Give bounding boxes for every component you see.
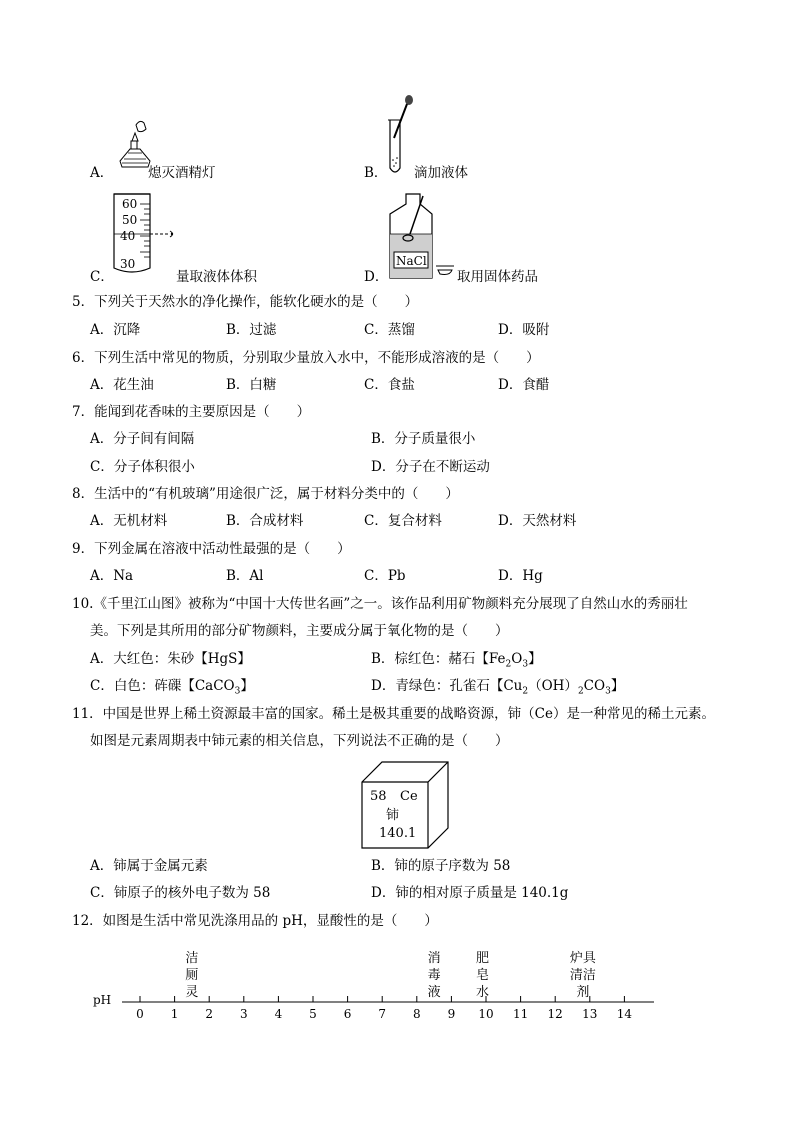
q5-option-b[interactable]: B．过滤: [226, 322, 277, 338]
q9-option-c[interactable]: C．Pb: [364, 568, 406, 584]
q10-a-text: A．大红色：朱砂【HgS】: [90, 651, 251, 667]
q11-option-b[interactable]: B．铈的原子序数为 58: [371, 858, 511, 874]
ph-tick-label: 5: [309, 1007, 317, 1021]
ph-scale-chart: [0, 935, 700, 1035]
q10-c-bracket: 】: [240, 678, 254, 694]
ph-axis-label: pH: [93, 993, 112, 1007]
q4-b-text: 滴加液体: [414, 165, 468, 181]
q8-option-c[interactable]: C．复合材料: [364, 513, 442, 529]
q7-option-b[interactable]: B．分子质量很小: [371, 431, 476, 447]
q6-option-d[interactable]: D．食醋: [498, 377, 550, 393]
q10-d-sub-2b: 2: [577, 686, 584, 697]
q9-option-d[interactable]: D．Hg: [498, 568, 543, 584]
q5-option-a[interactable]: A．沉降: [90, 322, 141, 338]
ph-product-char: 液: [427, 985, 441, 1000]
q10-stem-line2: 美。下列是其所用的部分矿物颜料，主要成分属于氧化物的是（ ）: [90, 623, 509, 639]
q10-d-text: D．青绿色：孔雀石【Cu: [371, 678, 523, 694]
cylinder-mark-60: 60: [122, 197, 138, 211]
ph-tick-label: 2: [205, 1007, 214, 1021]
q8-option-d[interactable]: D．天然材料: [498, 513, 577, 529]
cylinder-mark-50: 50: [122, 213, 138, 227]
q10-option-a[interactable]: [90, 650, 251, 668]
q10-b-bracket: 】: [528, 651, 542, 667]
ph-tick-label: 12: [547, 1007, 563, 1021]
ph-tick-label: 1: [170, 1007, 179, 1021]
q10-b-sub-2: 2: [505, 659, 512, 670]
ph-tick-label: 8: [412, 1007, 421, 1021]
element-number: 58: [370, 789, 387, 804]
q4-d-text: 取用固体药品: [457, 269, 538, 285]
q4-d-letter: D．: [364, 269, 389, 285]
element-mass: 140.1: [379, 826, 417, 841]
ph-product-label: [570, 950, 597, 1000]
q9-option-b[interactable]: B．Al: [226, 568, 264, 584]
q10-c-sub-3: 3: [234, 686, 241, 697]
q4-c-letter: C．: [90, 269, 114, 285]
ph-product-char: 毒: [427, 968, 441, 983]
ph-tick-label: 11: [512, 1007, 529, 1021]
q11-stem-line1: 11．中国是世界上稀土资源最丰富的国家。稀土是极其重要的战略资源，铈（Ce）是一种常见的稀土元素。: [72, 706, 715, 722]
q10-d-oh: （OH）: [528, 678, 578, 694]
q5-stem: 5．下列关于天然水的净化操作，能软化硬水的是（ ）: [72, 294, 419, 310]
ph-tick-label: 10: [478, 1007, 494, 1021]
ph-product-char: 消: [427, 951, 441, 966]
q9-option-a[interactable]: A．Na: [90, 568, 134, 584]
q10-b-text: B．棕红色：赭石【Fe: [371, 651, 506, 667]
q10-d-bracket: 】: [610, 678, 625, 694]
q4-a-letter: A．: [90, 165, 114, 181]
q10-option-b[interactable]: [371, 650, 542, 674]
graduated-cylinder-icon: [110, 188, 180, 276]
ph-tick-label: 13: [582, 1007, 598, 1021]
element-symbol: Ce: [400, 789, 418, 804]
q8-stem: 8．生活中的“有机玻璃”用途很广泛，属于材料分类中的（ ）: [72, 486, 459, 502]
q10-c-text: C．白色：砗磲【CaCO: [90, 678, 235, 694]
q11-stem-line2: 如图是元素周期表中铈元素的相关信息，下列说法不正确的是（ ）: [90, 733, 509, 749]
q8-option-a[interactable]: A．无机材料: [90, 513, 168, 529]
ph-product-label: [185, 950, 198, 1000]
q6-option-b[interactable]: B．白糖: [226, 377, 277, 393]
ph-tick-label: 4: [274, 1007, 283, 1021]
q11-option-d[interactable]: D．铈的相对原子质量是 140.1g: [371, 885, 569, 901]
q5-option-d[interactable]: D．吸附: [498, 322, 550, 338]
ph-product-label: [476, 951, 489, 1000]
q6-option-a[interactable]: A．花生油: [90, 377, 154, 393]
q10-b-o: O: [511, 651, 523, 667]
q6-option-c[interactable]: C．食盐: [364, 377, 415, 393]
q10-option-c[interactable]: [90, 677, 254, 701]
q7-option-c[interactable]: C．分子体积很小: [90, 459, 195, 475]
q7-option-d[interactable]: D．分子在不断运动: [371, 459, 490, 475]
q10-d-sub-2: 2: [522, 686, 529, 697]
q12-stem: 12．如图是生活中常见洗涤用品的 pH，显酸性的是（ ）: [72, 913, 438, 929]
q10-stem-line1: 10.《千里江山图》被称为“中国十大传世名画”之一。该作品利用矿物颜料充分展现了自然山水的秀丽壮: [72, 596, 688, 612]
ph-tick-label: 9: [447, 1007, 456, 1021]
q4-a-text: 熄灭酒精灯: [148, 165, 216, 181]
q8-option-b[interactable]: B．合成材料: [226, 513, 304, 529]
ph-product-char: 皂: [476, 968, 490, 983]
ph-product-char: 清洁: [569, 968, 596, 983]
ph-product-char: 肥: [476, 951, 490, 966]
cylinder-mark-30: 30: [120, 257, 136, 271]
q10-b-sub-3: 3: [522, 659, 529, 670]
ph-product-char: 水: [476, 985, 490, 1000]
bottle-label: NaCl: [396, 254, 427, 268]
q5-option-c[interactable]: C．蒸馏: [364, 322, 415, 338]
element-cell-cerium: [358, 758, 452, 850]
ph-product-label: [428, 950, 441, 1000]
ph-product-char: 洁: [185, 951, 199, 966]
ph-tick-label: 3: [239, 1007, 248, 1021]
q11-option-a[interactable]: A．铈属于金属元素: [90, 858, 208, 874]
ph-tick-label: 0: [136, 1007, 144, 1021]
ph-product-char: 剂: [576, 985, 590, 1000]
q7-option-a[interactable]: A．分子间有间隔: [90, 431, 195, 447]
ph-product-char: 炉具: [569, 951, 596, 966]
q10-d-co: CO: [583, 678, 606, 694]
q10-d-sub-3: 3: [605, 686, 611, 697]
q4-c-text: 量取液体体积: [176, 269, 257, 285]
q10-option-d[interactable]: [371, 677, 624, 701]
q9-stem: 9．下列金属在溶液中活动性最强的是（ ）: [72, 541, 351, 557]
q7-stem: 7．能闻到花香味的主要原因是（ ）: [72, 404, 311, 420]
cylinder-mark-40: 40: [120, 229, 136, 243]
q11-option-c[interactable]: C．铈原子的核外电子数为 58: [90, 885, 271, 901]
ph-tick-label: 14: [616, 1007, 633, 1021]
ph-product-char: 灵: [185, 985, 199, 1000]
ph-product-char: 厕: [185, 968, 199, 983]
ph-tick-label: 7: [378, 1007, 387, 1021]
element-name: 铈: [386, 808, 400, 823]
reagent-bottle-spoon-icon: [386, 190, 458, 280]
q6-stem: 6．下列生活中常见的物质，分别取少量放入水中，不能形成溶液的是（ ）: [72, 350, 540, 366]
q4-b-letter: B．: [364, 165, 388, 181]
ph-tick-label: 6: [343, 1007, 352, 1021]
